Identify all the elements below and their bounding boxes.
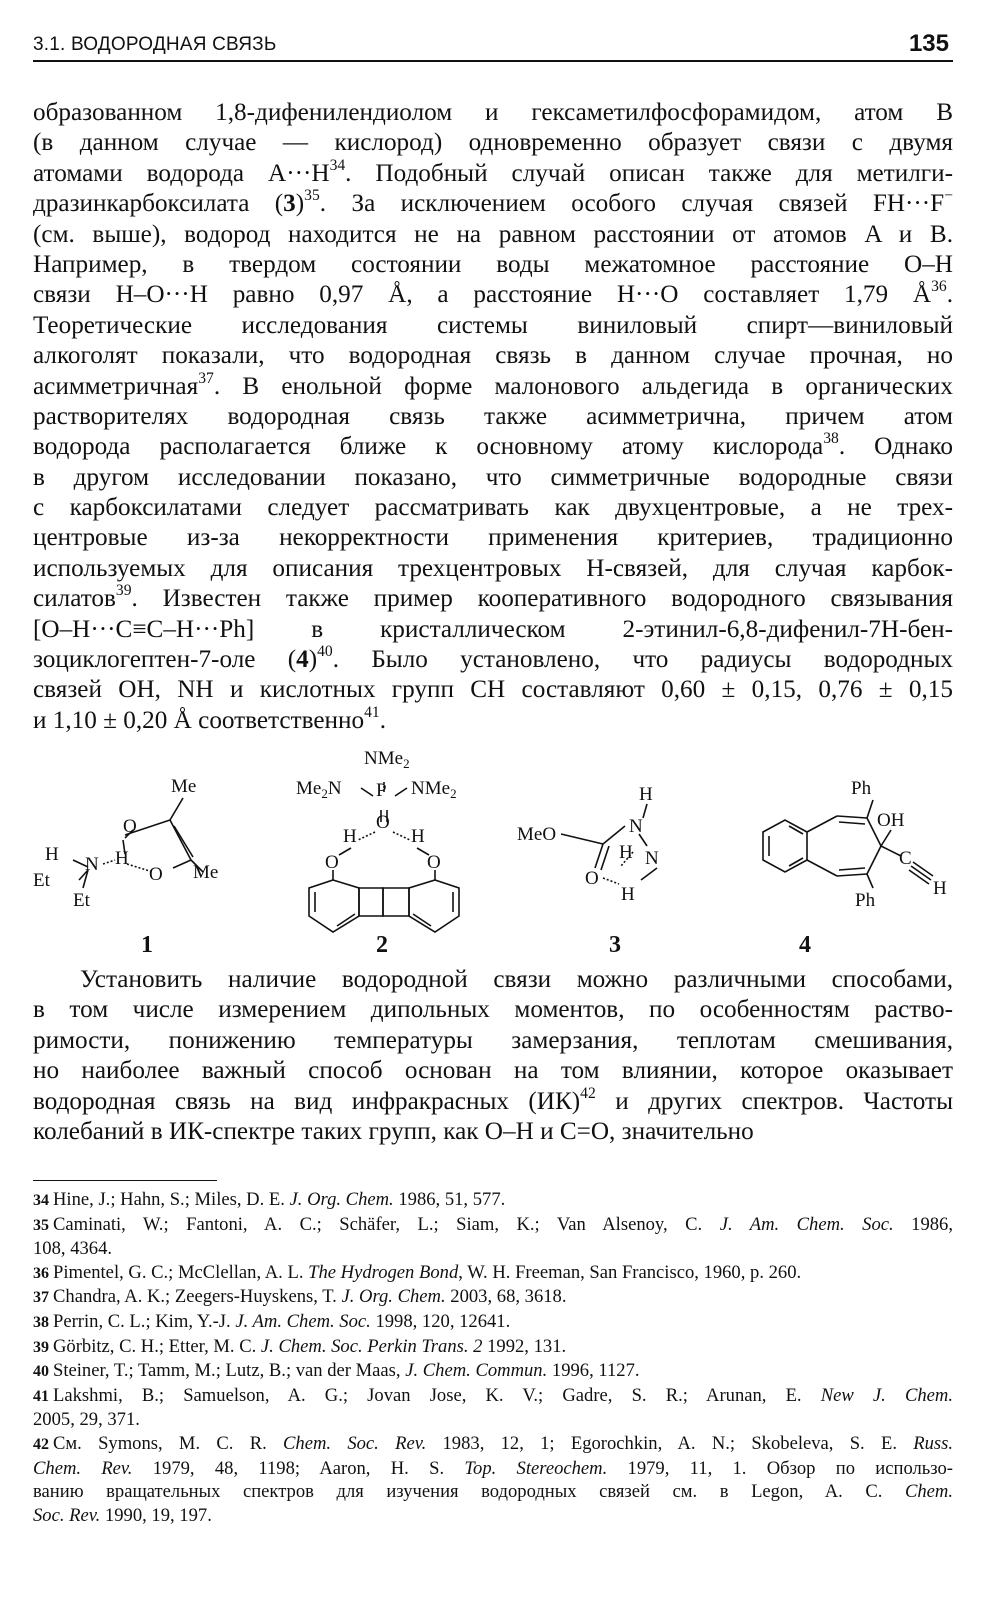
compound-number-2: 2 xyxy=(376,932,388,958)
footnote-line: 36 Pimentel, G. C.; McClellan, A. L. The Hydrogen Bond, W. H. Freeman, San Francisco, 1960, p. 260. xyxy=(33,1261,802,1283)
text-line: в том числе измерением дипольных моментов, по особенностям раство- xyxy=(33,996,953,1024)
atom-label: Ph xyxy=(851,778,872,799)
bond-3 xyxy=(601,846,609,870)
paragraph-1 xyxy=(33,98,953,736)
footnote-number: 42 xyxy=(33,1435,49,1453)
atom-labels xyxy=(33,748,947,911)
bond-4 xyxy=(807,816,837,832)
footnote xyxy=(33,1213,953,1261)
footnote xyxy=(33,1335,953,1360)
ring-2c xyxy=(383,888,409,916)
footnote-line: 34 Hine, J.; Hahn, S.; Miles, D. E. J. Org. Chem. 1986, 51, 577. xyxy=(33,1189,506,1210)
bond-4 xyxy=(837,816,867,818)
text-line: водорода располагается ближе к основному атому кислорода$^{38}$. Однако xyxy=(33,430,953,461)
footnote-line: 40 Steiner, T.; Tamm, M.; Lutz, B.; van der Maas, J. Chem. Commun. 1996, 1127. xyxy=(33,1360,640,1382)
text-line: дразинкарбоксилата $(3)^{35}$. За исключением особого случая связей FH···F− xyxy=(33,187,953,218)
bond-2 xyxy=(339,848,351,855)
atom-label: Me xyxy=(193,862,219,883)
bond-2 xyxy=(395,788,407,796)
atom-label: $Me_2N$ xyxy=(296,778,342,801)
footnote-line: Soc. Rev. 1990, 19, 197. xyxy=(33,1504,212,1526)
text-line: Например, в твердом состоянии воды межатомное расстояние O–H xyxy=(33,250,953,278)
footnote xyxy=(33,1261,953,1286)
footnote-line: 38 Perrin, C. L.; Kim, Y.-J. J. Am. Chem. Soc. 1998, 120, 12641. xyxy=(33,1310,511,1332)
atom-label: H xyxy=(619,842,633,863)
footnotes xyxy=(33,1188,953,1527)
footnote xyxy=(33,1359,953,1384)
bond-3 xyxy=(561,834,603,844)
footnote-line: 42 См. Symons, M. C. R. Chem. Soc. Rev. 1983, 12, 1; Egorochkin, A. N.; Skobeleva, S. E. Russ. xyxy=(33,1432,954,1454)
footnote-number: 35 xyxy=(33,1216,49,1234)
atom-label: H xyxy=(621,884,635,905)
footnote xyxy=(33,1188,953,1213)
atom-label: O xyxy=(427,852,441,873)
atom-label: N xyxy=(85,854,99,875)
atom-label: N xyxy=(629,816,643,837)
section-title: 3.1. ВОДОРОДНАЯ СВЯЗЬ xyxy=(33,34,277,55)
paragraph-2 xyxy=(33,965,953,1147)
footnote xyxy=(33,1432,953,1527)
text-line: водородная связь на вид инфракрасных (ИК)$^{42}$ и других спектров. Частоты xyxy=(33,1084,953,1115)
bond-4 xyxy=(867,846,881,874)
compound-number-1: 1 xyxy=(141,932,153,958)
footnote-number: 41 xyxy=(33,1387,49,1405)
bond-4 xyxy=(839,822,865,824)
bond-3 xyxy=(643,804,647,818)
atom-label: N xyxy=(645,848,659,869)
atom-label: O xyxy=(376,812,390,833)
footnote-line: 39 Görbitz, C. H.; Etter, M. C. J. Chem. Soc. Perkin Trans. 2 1992, 131. xyxy=(33,1335,567,1357)
footnote-line: Chem. Rev. 1979, 48, 1198; Aaron, H. S. Top. Stereochem. 1979, 11, 1. Обзор по использо- xyxy=(33,1457,953,1479)
atom-label: NMe$_2$ xyxy=(364,748,410,771)
footnote-line: ванию вращательных спектров для изучения водородных связей см. в Legon, A. C. Chem. xyxy=(33,1481,953,1503)
atom-label: Ph xyxy=(855,890,876,911)
footnote-number: 34 xyxy=(33,1192,49,1209)
text-line: зоциклогептен-7-оле $(4)^{40}$. Было установлено, что радиусы водородных xyxy=(33,643,953,674)
text-line: и 1,10 ± 0,20 Å соответственно$^{41}$. xyxy=(33,703,386,734)
atom-label: O xyxy=(123,816,137,837)
text-line: [O–H···C≡C–H···Ph] в кристаллическом 2-этинил-6,8-дифенил-7H-бен- xyxy=(33,615,953,643)
bond-1 xyxy=(173,860,191,868)
text-line: (в данном случае — кислород) одновременно образует связи с двумя xyxy=(33,129,953,157)
text-line: асимметричная$^{37}$. В енольной форме малонового альдегида в органических xyxy=(33,369,953,400)
bond-2 xyxy=(361,788,373,796)
bond-4 xyxy=(789,858,803,866)
atom-label: P xyxy=(376,780,387,801)
atom-label: C xyxy=(899,848,912,869)
bond-4 xyxy=(839,868,865,870)
text-line: в другом исследовании показано, что симметричные водородные связи xyxy=(33,463,953,491)
atom-label: OH xyxy=(877,810,905,831)
bond-3 xyxy=(595,844,603,868)
bond-1 xyxy=(170,820,191,860)
bond-1 xyxy=(174,826,193,857)
hbond-2 xyxy=(393,832,410,840)
atom-label: O xyxy=(585,868,599,889)
text-line: силатов$^{39}$. Известен также пример кооперативного водородного связывания xyxy=(33,582,953,613)
footnote xyxy=(33,1285,953,1310)
bond-1 xyxy=(170,798,183,820)
ring-2a xyxy=(309,880,359,932)
bond-4 xyxy=(881,830,891,846)
footnote-line: 35 Caminati, W.; Fantoni, A. C.; Schäfer, L.; Siam, K.; Van Alsenoy, C. J. Am. Chem. Soc. 1986, xyxy=(33,1213,953,1235)
text-line: связи H–O···H равно 0,97 Å, а расстояние H···O составляет 1,79 $Å^{36}$. xyxy=(33,278,953,309)
atom-label: O xyxy=(149,864,163,885)
running-header xyxy=(33,30,953,62)
atom-label: H xyxy=(411,826,425,847)
bond-4 xyxy=(807,860,837,876)
hbond-3 xyxy=(603,878,619,884)
bond-4 xyxy=(837,874,867,876)
footnote-number: 38 xyxy=(33,1313,49,1331)
atom-label: Me xyxy=(171,776,197,797)
text-line: используемых для описания трехцентровых H-связей, для случая карбок- xyxy=(33,554,953,582)
bond-4 xyxy=(867,874,873,888)
text-line: римости, понижению температуры замерзания, теплотам смешивания, xyxy=(33,1026,953,1054)
text-line: колебаний в ИК-спектре таких групп, как O–H и C=O, значительно xyxy=(33,1117,754,1145)
footnote-number: 40 xyxy=(33,1363,49,1381)
bond-4 xyxy=(881,846,901,856)
footnote-separator xyxy=(33,1180,217,1181)
hbond-2 xyxy=(358,832,375,840)
footnote xyxy=(33,1384,953,1432)
text-line: алкоголят показали, что водородная связь в данном случае прочная, но xyxy=(33,342,953,370)
atom-label: H xyxy=(933,878,947,899)
atom-label: H xyxy=(45,844,59,865)
ring-2d xyxy=(409,880,459,932)
compound-number-4: 4 xyxy=(799,932,811,958)
atom-label: H xyxy=(343,826,357,847)
atom-label: O xyxy=(325,852,339,873)
footnote-line: 41 Lakshmi, B.; Samuelson, A. G.; Jovan Jose, K. V.; Gadre, S. R.; Arunan, E. New J. Chem. xyxy=(33,1384,953,1406)
text-line: но наиболее важный способ основан на том влиянии, которое оказывает xyxy=(33,1057,953,1085)
text-line: Установить наличие водородной связи можно различными способами, xyxy=(80,966,953,993)
text-line: связей OH, NH и кислотных групп CH составляют 0,60 ± 0,15, 0,76 ± 0,15 xyxy=(33,676,953,704)
atom-label: MeO xyxy=(517,824,557,845)
bond-4 xyxy=(867,800,873,818)
footnote-number: 37 xyxy=(33,1289,49,1307)
text-line: растворителях водородная связь также асимметрична, причем атом xyxy=(33,402,953,430)
ring-2b xyxy=(359,888,383,916)
text-line: с карбоксилатами следует рассматривать как двухцентровые, а не трех- xyxy=(33,494,953,522)
text-line: (см. выше), водород находится не на равном расстоянии от атомов A и B. xyxy=(33,220,953,248)
chemical-structures xyxy=(33,740,953,965)
bond-3 xyxy=(641,868,657,880)
structures-figure xyxy=(33,740,953,965)
text-line: атомами водорода $A\cdot\cdot\cdot H^{34}$. Подобный случай описан также для метилги- xyxy=(33,156,953,187)
atom-label: NMe$_2$ xyxy=(411,778,457,801)
footnote-line: 108, 4364. xyxy=(33,1238,113,1260)
atom-label: H xyxy=(115,848,129,869)
atom-label: Et xyxy=(33,870,50,891)
text-line: Теоретические исследования системы виниловый спирт—виниловый xyxy=(33,311,953,339)
hbond-1 xyxy=(103,860,115,864)
page-number: 135 xyxy=(908,30,949,57)
footnote xyxy=(33,1310,953,1335)
compound-number-3: 3 xyxy=(609,932,621,958)
footnote-number: 39 xyxy=(33,1338,49,1356)
footnote-line: 37 Chandra, A. K.; Zeegers-Huyskens, T. J. Org. Chem. 2003, 68, 3618. xyxy=(33,1286,567,1308)
text-line: образованном 1,8-дифенилендиолом и гексаметилфосфорамидом, атом B xyxy=(33,99,953,126)
text-line: центровые из-за некорректности применения критериев, традиционно xyxy=(33,524,953,552)
footnote-line: 2005, 29, 371. xyxy=(33,1409,140,1431)
atom-label: Et xyxy=(73,890,90,911)
bond-4 xyxy=(789,826,803,834)
footnote-number: 36 xyxy=(33,1264,49,1282)
atom-label: H xyxy=(639,784,653,805)
